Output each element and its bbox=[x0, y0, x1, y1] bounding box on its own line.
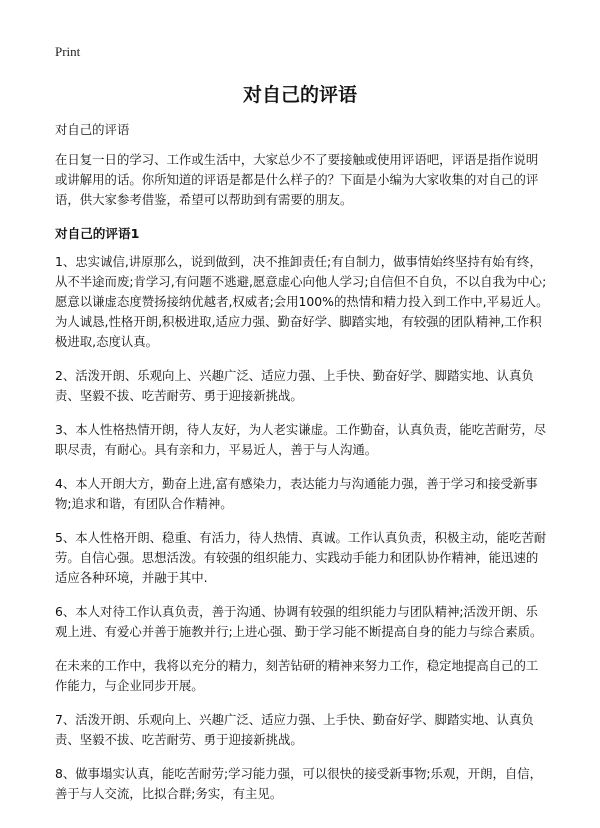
section-heading: 对自己的评语1 bbox=[55, 226, 140, 241]
paragraph-3: 3、本人性格热情开朗，待人友好，为人老实谦虚。工作勤奋，认真负责，能吃苦耐劳，尽职尽责，有耐心。具有亲和力，平易近人，善于与人沟通。 bbox=[55, 422, 547, 457]
document-body bbox=[55, 120, 549, 818]
paragraph-8: 8、做事塌实认真，能吃苦耐劳;学习能力强，可以很快的接受新事物;乐观，开朗，自信，善于与人交流，比拟合群;务实，有主见。 bbox=[55, 766, 543, 801]
paragraph-5: 5、本人性格开朗、稳重、有活力，待人热情、真诚。工作认真负责，积极主动，能吃苦耐劳。自信心强。思想活泼。有较强的组织能力、实践动手能力和团队协作精神，能迅速的适应各种环境，并融于其中. bbox=[55, 530, 547, 585]
doc-subtitle: 对自己的评语 bbox=[55, 122, 130, 137]
paragraph-2: 2、活泼开朗、乐观向上、兴趣广泛、适应力强、上手快、勤奋好学、脚踏实地、认真负责、坚毅不拔、吃苦耐劳、勇于迎接新挑战。 bbox=[55, 368, 534, 403]
intro-paragraph: 在日复一日的学习、工作或生活中，大家总少不了要接触或使用评语吧，评语是指作说明或讲解用的话。你所知道的评语是都是什么样子的？下面是小编为大家收集的对自己的评语，供大家参考借鉴，希望可以帮助到有需要的朋友。 bbox=[55, 152, 539, 207]
paragraph-future: 在未来的工作中，我将以充分的精力，刻苦钻研的精神来努力工作，稳定地提高自己的工作能力，与企业同步开展。 bbox=[55, 658, 539, 693]
paragraph-6: 6、本人对待工作认真负责，善于沟通、协调有较强的组织能力与团队精神;活泼开朗、乐观上进、有爱心并善于施教并行;上进心强、勤于学习能不断提高自身的能力与综合素质。 bbox=[55, 604, 543, 639]
paragraph-1: 1、忠实诚信,讲原那么，说到做到，决不推卸责任;有自制力，做事情始终坚持有始有终，从不半途而废;肯学习,有问题不逃避,愿意虚心向他人学习;自信但不自负，不以自我为中心;愿意以谦虚态度赞扬接纳优越者,权威者;会用100%的热情和精力投入到工作中,平易近人。为人诚恳,性格开朗,积极进取,适应力强、勤奋好学、脚踏实地，有较强的团队精神,工作积极进取,态度认真。 bbox=[55, 254, 549, 349]
print-label[interactable]: Print bbox=[55, 44, 81, 59]
paragraph-7: 7、活泼开朗、乐观向上、兴趣广泛、适应力强、上手快、勤奋好学、脚踏实地、认真负责、坚毅不拔、吃苦耐劳、勇于迎接新挑战。 bbox=[55, 712, 534, 747]
paragraph-4: 4、本人开朗大方，勤奋上进,富有感染力，表达能力与沟通能力强，善于学习和接受新事物;追求和谐，有团队合作精神。 bbox=[55, 476, 538, 511]
page-title: 对自己的评语 bbox=[242, 84, 357, 106]
